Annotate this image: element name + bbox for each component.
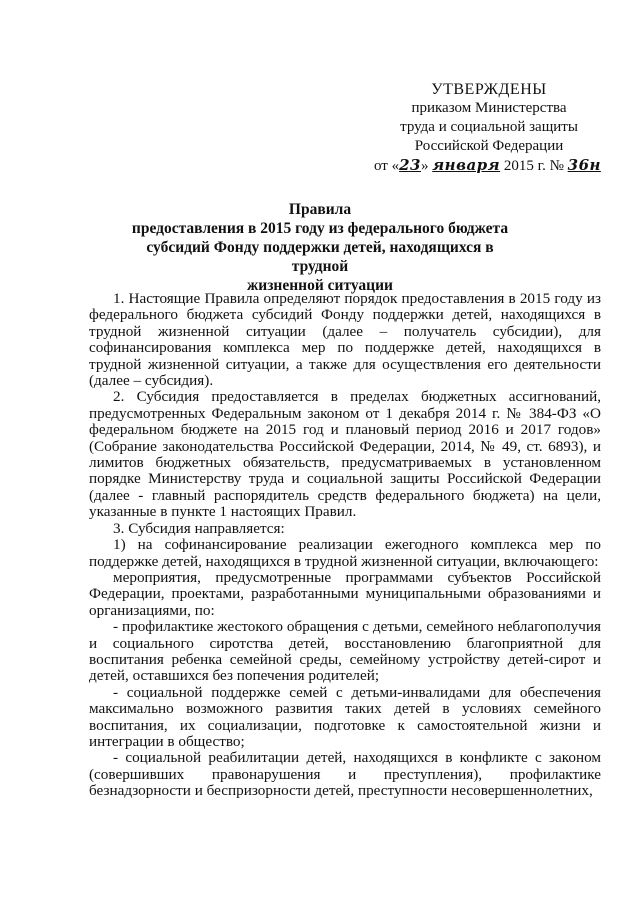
paragraph-3: 3. Субсидия направляется: (113, 519, 285, 537)
approval-date-line (374, 156, 601, 176)
handwritten-day: 23 (399, 156, 421, 174)
title-line-2: предоставления в 2015 году из федерального бюджета (131, 220, 509, 237)
handwritten-number: 36н (567, 156, 601, 174)
paragraph-1: 1. Настоящие Правила определяют порядок предоставления в 2015 году из федерального бюджета субсидий Фонду поддержки детей, находящихся в трудной жизненной ситуации (далее – получатель субсидии), для софинансирования комплекса мер по поддержке детей, находящихся в трудной жизненной ситуации, а также для осуществления его деятельности (далее – субсидия). (89, 290, 601, 390)
title-line-4: жизненной ситуации (247, 277, 393, 294)
list-item-rehabilitation: - социальной реабилитации детей, находящихся в конфликте с законом (совершивших правонарушения и преступления), профилактике безнадзорности и беспризорности детей, преступности несовершеннолетних, (89, 749, 601, 800)
title-line-3: субсидий Фонду поддержки детей, находящихся в трудной (146, 239, 494, 275)
date-year: 2015 г. № (500, 158, 568, 174)
paragraph-3-1: 1) на софинансирование реализации ежегодного комплекса мер по поддержке детей, находящихся в трудной жизненной ситуации, включающего: (89, 536, 601, 570)
document-title (130, 200, 510, 295)
date-prefix: от « (374, 158, 400, 174)
paragraph-2: 2. Субсидия предоставляется в пределах бюджетных ассигнований, предусмотренных Федеральным законом от 1 декабря 2014 г. № 384-ФЗ «О федеральном бюджете на 2015 год и плановый период 2016 и 2017 годов» (Собрание законодательства Российской Федерации, 2014, № 49, ст. 6893), и лимитов бюджетных обязательств, предусматриваемых в установленном порядке Министерству труда и социальной защиты Российской Федерации (далее - главный распорядитель средств федерального бюджета) на цели, указанные в пункте 1 настоящих Правил. (89, 388, 601, 521)
list-item-prevention: - профилактике жестокого обращения с детьми, семейного неблагополучия и социального сиротства детей, восстановлению благоприятной для воспитания ребенка семейной среды, семейному устройству детей-сирот и детей, оставшихся без попечения родителей; (89, 618, 601, 685)
approval-line-federation: Российской Федерации (414, 138, 564, 154)
approval-block (374, 80, 604, 176)
paragraph-measures: мероприятия, предусмотренные программами субъектов Российской Федерации, проектами, разработанными муниципальными образованиями и организациями, по: (89, 568, 601, 619)
approval-heading: УТВЕРЖДЕНЫ (431, 81, 547, 98)
approval-line-ministry: приказом Министерства (411, 100, 567, 116)
title-line-1: Правила (288, 201, 352, 218)
list-item-disabled-support: - социальной поддержке семей с детьми-инвалидами для обеспечения максимально возможного развития таких детей в условиях семейного воспитания, их социализации, подготовке к самостоятельной жизни и интеграции в общество; (89, 683, 601, 750)
approval-line-labor: труда и социальной защиты (400, 119, 578, 135)
document-body (89, 291, 601, 800)
handwritten-month: января (432, 156, 501, 174)
date-mid: » (420, 158, 433, 174)
